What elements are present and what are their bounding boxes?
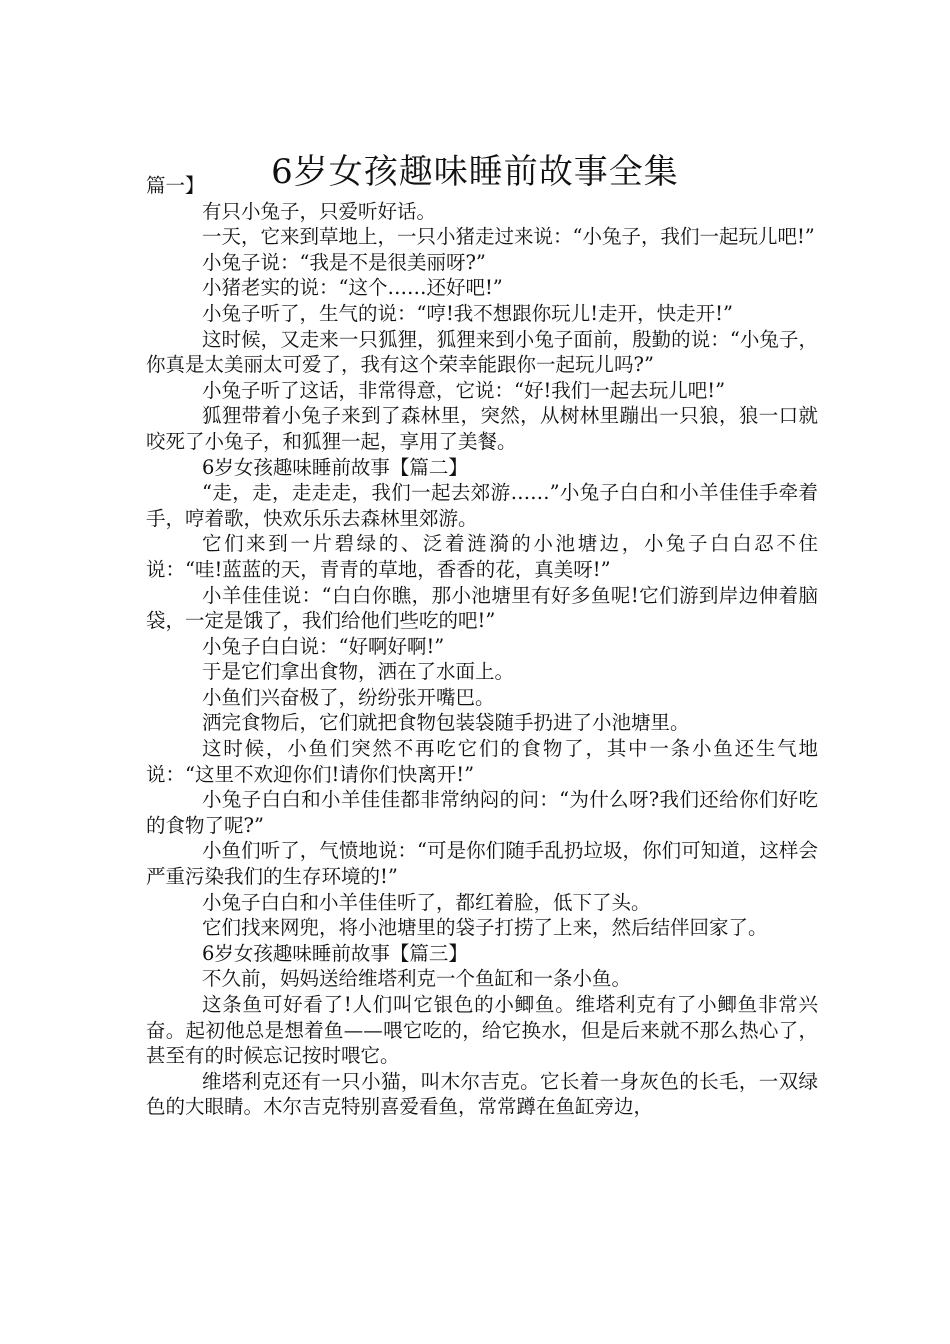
- paragraph: 小兔子白白和小羊佳佳听了，都红着脸，低下了头。: [202, 890, 651, 914]
- paragraph: 小兔子白白说：“好啊好啊!”: [202, 634, 445, 658]
- paragraph: 这时候，又走来一只狐狸，狐狸来到小兔子面前，殷勤的说：“小兔子，你真是太美丽太可爱了，我有这个荣幸能跟你一起玩儿吗?”: [146, 327, 818, 377]
- document-body: [146, 173, 818, 1120]
- paragraph: 小兔子白白和小羊佳佳都非常纳闷的问：“为什么呀?我们还给你们好吃的食物了呢?”: [146, 788, 818, 837]
- paragraph: 它们找来网兜，将小池塘里的袋子打捞了上来，然后结伴回家了。: [202, 916, 768, 940]
- paragraph: 小羊佳佳说：“白白你瞧，那小池塘里有好多鱼呢!它们游到岸边伸着脑袋，一定是饿了，我们给他们些吃的吧!”: [146, 583, 818, 633]
- paragraph: 小鱼们兴奋极了，纷纷张开嘴巴。: [202, 685, 495, 709]
- paragraph: 小兔子听了，生气的说：“哼!我不想跟你玩儿!走开，快走开!”: [202, 301, 733, 325]
- paragraph: 它们来到一片碧绿的、泛着涟漪的小池塘边，小兔子白白忍不住说：“哇!蓝蓝的天，青青的草地，香香的花，真美呀!”: [146, 532, 818, 581]
- paragraph: 小猪老实的说：“这个……还好吧!”: [202, 276, 503, 300]
- paragraph: 有只小兔子，只爱听好话。: [202, 199, 437, 223]
- section-heading: 篇一】: [146, 174, 205, 197]
- paragraph: 这条鱼可好看了!人们叫它银色的小鲫鱼。维塔利克有了小鲫鱼非常兴奋。起初他总是想着鱼——喂它吃的，给它换水，但是后来就不那么热心了，甚至有的时候忘记按时喂它。: [146, 993, 818, 1068]
- paragraph: 小兔子听了这话，非常得意，它说：“好!我们一起去玩儿吧!”: [202, 378, 726, 402]
- document-title: 6岁女孩趣味睡前故事全集: [271, 151, 679, 192]
- paragraph: 一天，它来到草地上，一只小猪走过来说：“小兔子，我们一起玩儿吧!”: [202, 225, 815, 249]
- section-heading: 6岁女孩趣味睡前故事【篇二】: [202, 455, 468, 479]
- paragraph: “走，走，走走走，我们一起去郊游……”小兔子白白和小羊佳佳手牵着手，哼着歌，快欢乐乐去森林里郊游。: [146, 481, 818, 530]
- paragraph: 小兔子说：“我是不是很美丽呀?”: [202, 250, 486, 274]
- paragraph: 不久前，妈妈送给维塔利克一个鱼缸和一条小鱼。: [202, 967, 632, 991]
- paragraph: 小鱼们听了，气愤地说：“可是你们随手乱扔垃圾，你们可知道，这样会严重污染我们的生存环境的!”: [146, 839, 818, 889]
- paragraph: 维塔利克还有一只小猫，叫木尔吉克。它长着一身灰色的长毛，一双绿色的大眼睛。木尔吉克特别喜爱看鱼，常常蹲在鱼缸旁边，: [146, 1069, 818, 1119]
- paragraph: 狐狸带着小兔子来到了森林里，突然，从树林里蹦出一只狼，狼一口就咬死了小兔子，和狐狸一起，享用了美餐。: [146, 404, 818, 453]
- section-heading: 6岁女孩趣味睡前故事【篇三】: [202, 941, 468, 965]
- paragraph: 这时候，小鱼们突然不再吃它们的食物了，其中一条小鱼还生气地说：“这里不欢迎你们!请你们快离开!”: [146, 737, 818, 786]
- paragraph: 洒完食物后，它们就把食物包装袋随手扔进了小池塘里。: [202, 711, 690, 735]
- paragraph: 于是它们拿出食物，洒在了水面上。: [202, 660, 515, 684]
